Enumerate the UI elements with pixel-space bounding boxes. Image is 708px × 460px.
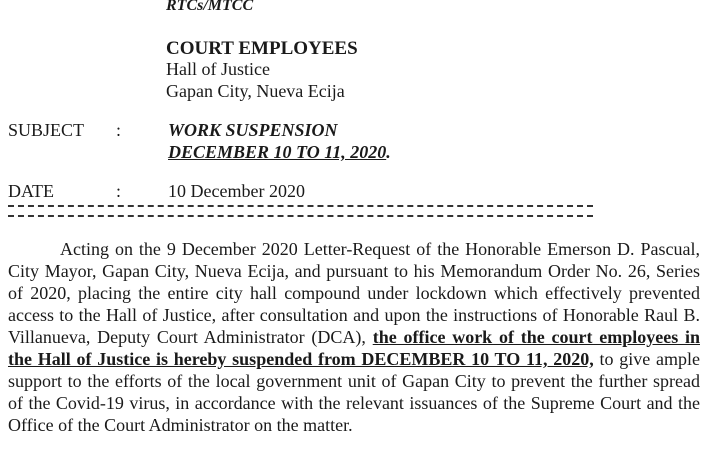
date-label: DATE xyxy=(8,181,54,201)
subject-line-1: WORK SUSPENSION xyxy=(168,120,338,140)
body-emphasis: the office work of the court employees in the Hall of Justice is hereby suspended from DECEMBER 10 TO 11, 2020, xyxy=(8,327,700,369)
date-colon: : xyxy=(116,181,122,201)
body-text-part-2: to give ample support to the efforts of the local government unit of Gapan City to prevent the further spread of the Covid-19 virus, in accordance with the relevant issuances of the Supreme Court and the Office of the Court Administrator on the matter. xyxy=(8,349,700,435)
subject-period: . xyxy=(386,142,391,162)
address-line-1: Hall of Justice xyxy=(166,59,270,79)
body-paragraph xyxy=(8,238,700,436)
addressee-heading: COURT EMPLOYEES xyxy=(166,38,358,59)
subject-dates: DECEMBER 10 TO 11, 2020 xyxy=(168,142,387,162)
body-text-part-1: Acting on the 9 December 2020 Letter-Request of the Honorable Emerson D. Pascual, City Mayor, Gapan City, Nueva Ecija, and pursuant to his Memorandum Order No. 26, Series of 2020, placing the entire city hall compound under lockdown which effectively prevented access to the Hall of Justice, after consultation and upon the instructions of Honorable Raul B. Villanueva, Deputy Court Administrator (DCA), xyxy=(8,239,700,347)
subject-label: SUBJECT xyxy=(8,120,85,140)
divider-line xyxy=(8,205,593,217)
subject-colon: : xyxy=(116,120,122,140)
subject-line-2 xyxy=(168,142,391,163)
date-value: 10 December 2020 xyxy=(168,181,305,201)
recipients-line: RTCs/MTCC xyxy=(166,0,254,14)
address-line-2: Gapan City, Nueva Ecija xyxy=(166,81,345,101)
